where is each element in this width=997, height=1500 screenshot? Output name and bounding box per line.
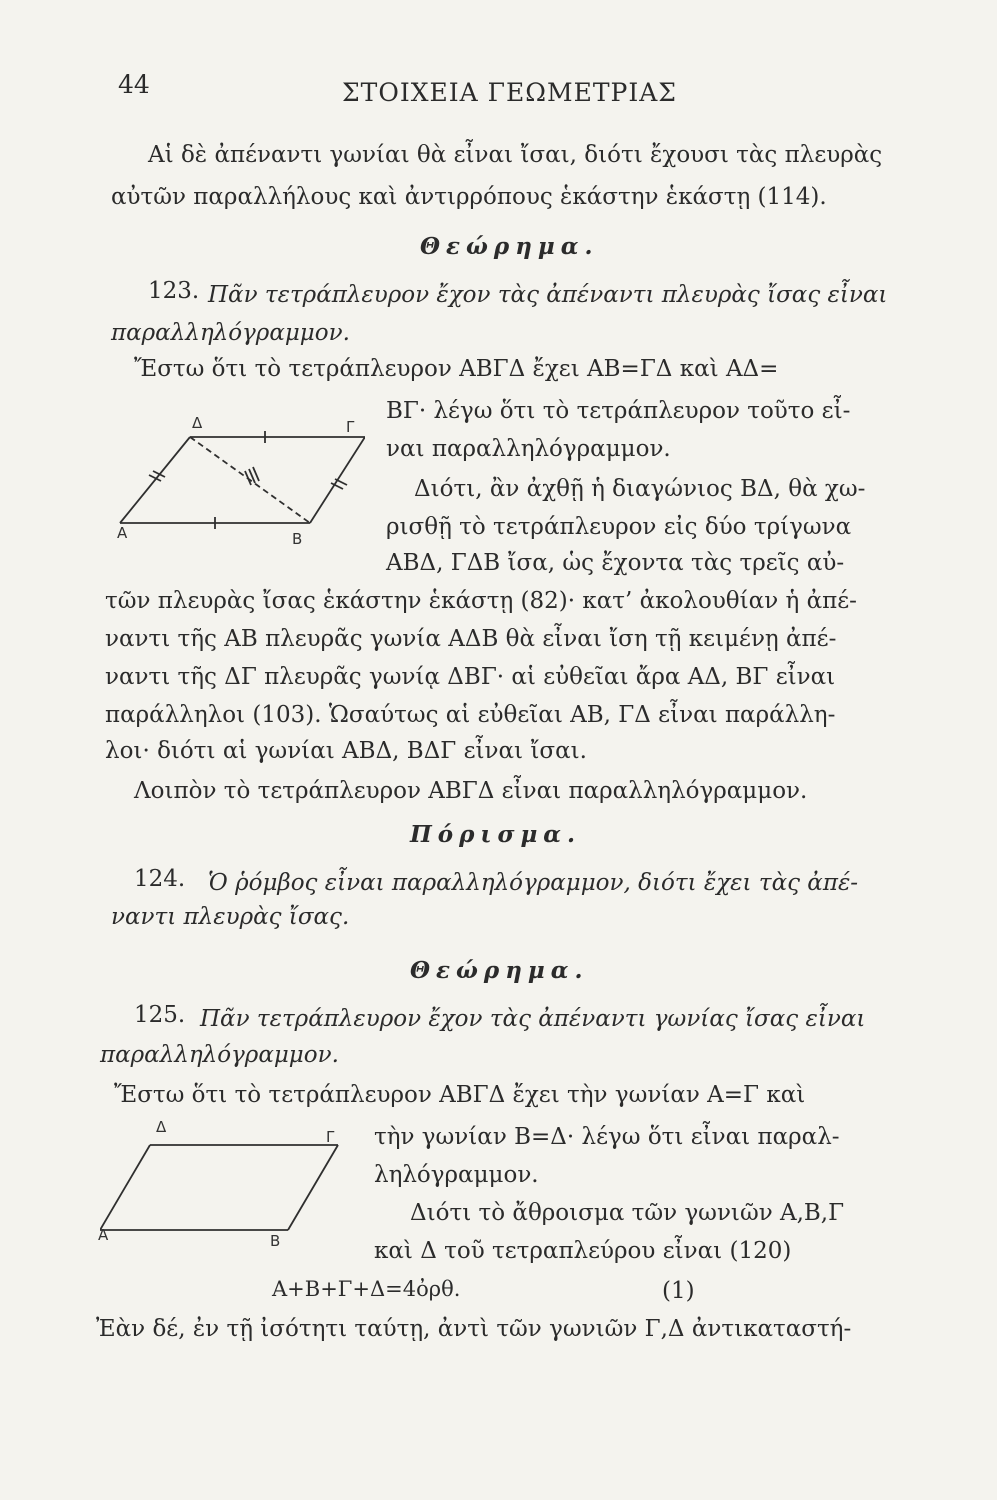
fig2-label-D: Δ — [156, 1118, 167, 1136]
proof-125-line-2: τὴν γωνίαν Β=Δ· λέγω ὅτι εἶναι παραλ- — [374, 1124, 840, 1150]
fig2-label-B: B — [270, 1232, 281, 1250]
fig1-label-A: A — [117, 524, 128, 542]
proof-125-line-3: ληλόγραμμον. — [374, 1162, 539, 1188]
proof-123-line-11: λοι· διότι αἱ γωνίαι ΑΒΔ, ΒΔΓ εἶναι ἴσαι. — [105, 738, 587, 764]
proof-123-line-1: Ἔστω ὅτι τὸ τετράπλευρον ΑΒΓΔ ἔχει ΑΒ=ΓΔ καὶ ΑΔ= — [134, 356, 779, 382]
theorem-125-statement-1: Πᾶν τετράπλευρον ἔχον τὰς ἀπέναντι γωνίας ἴσας εἶναι — [200, 1006, 866, 1032]
theorem-125-heading: Θεώρημα. — [410, 957, 589, 984]
corollary-124-line-2: ναντι πλευρὰς ἴσας. — [111, 904, 350, 930]
theorem-123-heading: Θεώρημα. — [420, 233, 599, 260]
proof-125-line-5: καὶ Δ τοῦ τετραπλεύρου εἶναι (120) — [374, 1238, 792, 1264]
proof-123-line-12: Λοιπὸν τὸ τετράπλευρον ΑΒΓΔ εἶναι παραλληλόγραμμον. — [134, 778, 808, 804]
side-AD — [120, 437, 190, 523]
side-BG — [288, 1145, 338, 1230]
corollary-124-number: 124. — [134, 866, 186, 892]
diagonal-BD — [190, 437, 310, 523]
proof-123-line-7: τῶν πλευρὰς ἴσας ἑκάστην ἑκάστῃ (82)· κατ’ ἀκολουθίαν ἡ ἀπέ- — [105, 588, 857, 614]
fig2-label-G: Γ — [326, 1128, 335, 1146]
proof-125-line-4: Διότι τὸ ἄθροισμα τῶν γωνιῶν Α,Β,Γ — [410, 1200, 845, 1226]
proof-123-line-2: ΒΓ· λέγω ὅτι τὸ τετράπλευρον τοῦτο εἶ- — [386, 398, 851, 424]
theorem-125-number: 125. — [134, 1002, 186, 1028]
proof-123-line-10: παράλληλοι (103). Ὡσαύτως αἱ εὐθεῖαι ΑΒ, ΓΔ εἶναι παράλλη- — [105, 702, 836, 728]
side-AD — [100, 1145, 150, 1230]
fig1-label-G: Γ — [346, 418, 355, 436]
proof-123-line-9: ναντι τῆς ΔΓ πλευρᾶς γωνίᾳ ΔΒΓ· αἱ εὐθεῖαι ἄρα ΑΔ, ΒΓ εἶναι — [105, 664, 836, 690]
proof-123-line-6: ΑΒΔ, ΓΔΒ ἴσα, ὡς ἔχοντα τὰς τρεῖς αὐ- — [386, 550, 845, 576]
intro-line-1: Αἱ δὲ ἀπέναντι γωνίαι θὰ εἶναι ἴσαι, διότι ἔχουσι τὰς πλευρὰς — [148, 142, 883, 168]
equation-number: (1) — [662, 1278, 695, 1304]
proof-125-last-line: Ἐὰν δέ, ἐν τῇ ἰσότητι ταύτῃ, ἀντὶ τῶν γωνιῶν Γ,Δ ἀντικαταστή- — [96, 1316, 852, 1342]
proof-125-line-1: Ἔστω ὅτι τὸ τετράπλευρον ΑΒΓΔ ἔχει τὴν γωνίαν Α=Γ καὶ — [114, 1082, 806, 1108]
proof-123-line-8: ναντι τῆς ΑΒ πλευρᾶς γωνία ΑΔΒ θὰ εἶναι ἴση τῇ κειμένῃ ἀπέ- — [105, 626, 837, 652]
theorem-123-statement-1: Πᾶν τετράπλευρον ἔχον τὰς ἀπέναντι πλευρὰς ἴσας εἶναι — [208, 282, 888, 308]
intro-line-2: αὐτῶν παραλλήλους καὶ ἀντιρρόπους ἑκάστην ἑκάστῃ (114). — [111, 184, 827, 210]
corollary-124-line-1: Ὁ ῥόμβος εἶναι παραλληλόγραμμον, διότι ἔχει τὰς ἀπέ- — [208, 870, 859, 896]
theorem-123-statement-2: παραλληλόγραμμον. — [111, 320, 350, 346]
equation-angle-sum: Α+Β+Γ+Δ=4ὀρθ. — [272, 1277, 461, 1301]
running-title: ΣΤΟΙΧΕΙΑ ΓΕΩΜΕΤΡΙΑΣ — [342, 78, 677, 107]
fig1-label-B: B — [292, 530, 303, 548]
page-number: 44 — [118, 70, 150, 99]
fig2-label-A: A — [98, 1226, 109, 1244]
figure-123-parallelogram — [105, 405, 365, 545]
theorem-125-statement-2: παραλληλόγραμμον. — [100, 1042, 339, 1068]
proof-123-line-3: ναι παραλληλόγραμμον. — [386, 436, 671, 462]
theorem-123-number: 123. — [148, 278, 200, 304]
proof-123-line-4: Διότι, ἂν ἀχθῇ ἡ διαγώνιος ΒΔ, θὰ χω- — [414, 476, 866, 502]
corollary-124-heading: Πόρισμα. — [410, 821, 581, 848]
fig1-label-D: Δ — [192, 414, 203, 432]
figure-125-parallelogram — [100, 1140, 350, 1250]
proof-123-line-5: ρισθῇ τὸ τετράπλευρον εἰς δύο τρίγωνα — [386, 514, 852, 540]
